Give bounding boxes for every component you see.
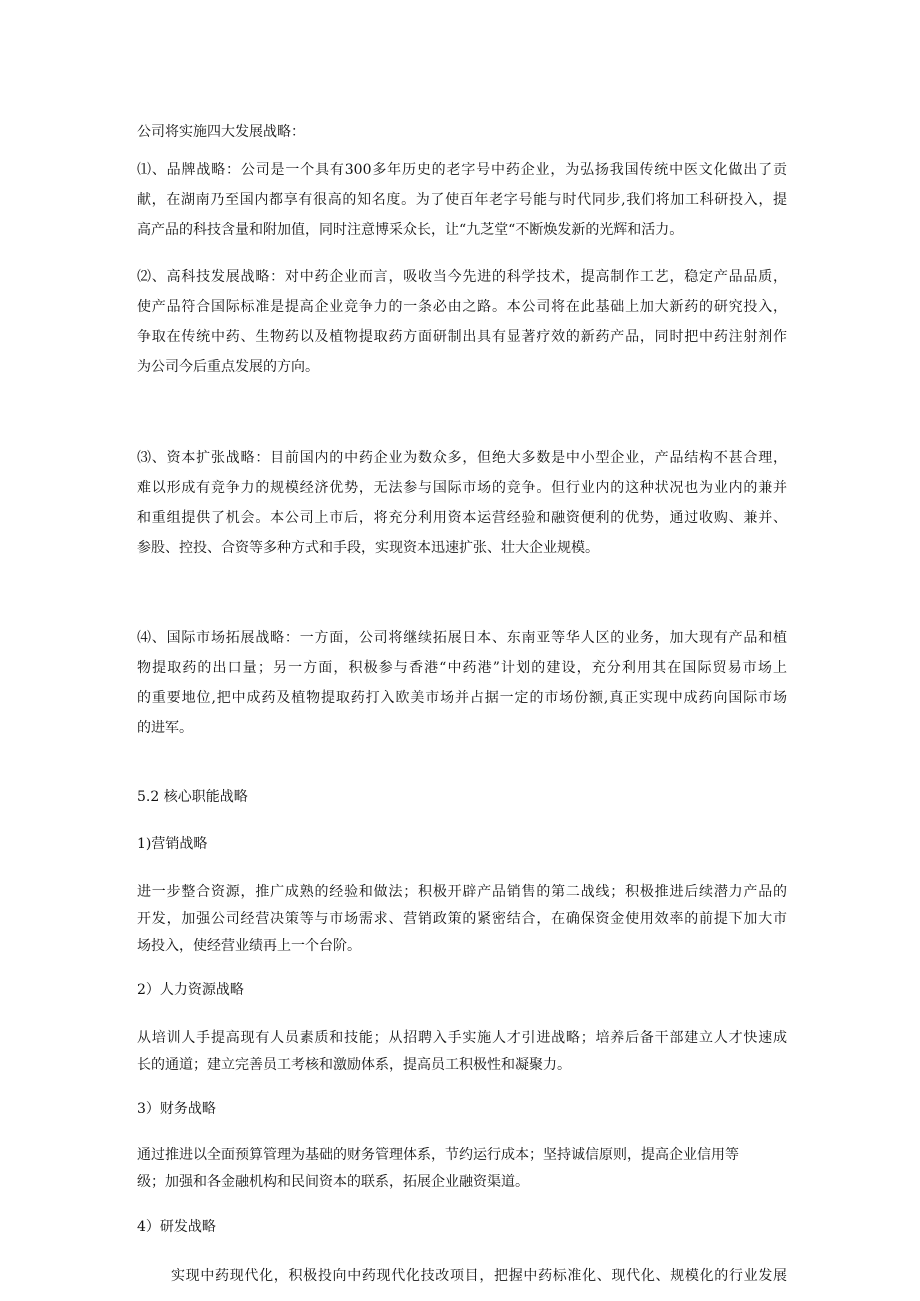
paragraph-line: 难以形成有竞争力的规模经济优势，无法参与国际市场的竞争。但行业内的这种状况也为业内的兼并	[137, 480, 787, 496]
paragraph-line: ⑶、资本扩张战略：目前国内的中药企业为数众多，但绝大多数是中小型企业，产品结构不甚合理，	[137, 450, 787, 466]
paragraph-line: ⑴、品牌战略：公司是一个具有300多年历史的老字号中药企业，为弘扬我国传统中医文化做出了贡	[137, 162, 787, 178]
paragraph-line: 场投入，使经营业绩再上一个台阶。	[137, 938, 361, 954]
paragraph-line: 使产品符合国际标准是提高企业竞争力的一条必由之路。本公司将在此基础上加大新药的研究投入，	[137, 299, 787, 315]
paragraph-line: 献，在湖南乃至国内都享有很高的知名度。为了使百年老字号能与时代同步,我们将加工科研投入，提	[137, 192, 787, 208]
paragraph-line: 从培训人手提高现有人员素质和技能；从招聘入手实施人才引进战略；培养后备干部建立人才快速成	[137, 1030, 787, 1046]
strategy-capital-paragraph	[137, 443, 787, 563]
paragraph-line: 为公司今后重点发展的方向。	[137, 359, 319, 375]
paragraph-line: 的重要地位,把中成药及植物提取药打入欧美市场并占据一定的市场份额,真正实现中成药向国际市场	[137, 690, 787, 706]
paragraph-line: 的进军。	[137, 720, 193, 736]
paragraph-line: 通过推进以全面预算管理为基础的财务管理体系，节约运行成本；坚持诚信原则，提高企业信用等	[137, 1147, 739, 1163]
rnd-heading: 4）研发战略	[137, 1219, 216, 1235]
paragraph-line: 和重组提供了机会。本公司上市后，将充分利用资本运营经验和融资便利的优势，通过收购、兼并、	[137, 510, 787, 526]
finance-paragraph	[137, 1142, 787, 1196]
section-heading: 5.2 核心职能战略	[137, 789, 248, 805]
paragraph-line: 开发，加强公司经营决策等与市场需求、营销政策的紧密结合，在确保资金使用效率的前提下加大市	[137, 911, 787, 927]
hr-paragraph	[137, 1025, 787, 1079]
intro-line: 公司将实施四大发展战略：	[137, 124, 305, 140]
paragraph-line: 争取在传统中药、生物药以及植物提取药方面研制出具有显著疗效的新药产品，同时把中药注射剂作	[137, 329, 787, 345]
strategy-international-paragraph	[137, 623, 787, 743]
paragraph-line: 进一步整合资源，推广成熟的经验和做法；积极开辟产品销售的第二战线；积极推进后续潜力产品的	[137, 884, 787, 900]
marketing-paragraph	[137, 879, 787, 960]
strategy-brand-paragraph	[137, 155, 787, 245]
hr-heading: 2）人力资源战略	[137, 982, 244, 998]
rnd-paragraph-first-line: 实现中药现代化，积极投向中药现代化技改项目，把握中药标准化、现代化、规模化的行业发展	[171, 1268, 787, 1284]
paragraph-line: 级；加强和各金融机构和民间资本的联系，拓展企业融资渠道。	[137, 1174, 529, 1190]
paragraph-line: 物提取药的出口量；另一方面，积极参与香港“中药港”计划的建设，充分利用其在国际贸易市场上	[137, 660, 787, 676]
strategy-tech-paragraph	[137, 262, 787, 382]
paragraph-line: 高产品的科技含量和附加值，同时注意博采众长，让“九芝堂“不断焕发新的光辉和活力。	[137, 222, 684, 238]
paragraph-line: ⑵、高科技发展战略：对中药企业而言，吸收当今先进的科学技术，提高制作工艺，稳定产品品质，	[137, 269, 787, 285]
finance-heading: 3）财务战略	[137, 1101, 216, 1117]
paragraph-line: ⑷、国际市场拓展战略：一方面，公司将继续拓展日本、东南亚等华人区的业务，加大现有产品和植	[137, 630, 787, 646]
paragraph-line: 参股、控投、合资等多种方式和手段，实现资本迅速扩张、壮大企业规模。	[137, 540, 599, 556]
paragraph-line: 长的通道；建立完善员工考核和激励体系，提高员工积极性和凝聚力。	[137, 1057, 571, 1073]
marketing-heading: 1)营销战略	[137, 836, 208, 852]
